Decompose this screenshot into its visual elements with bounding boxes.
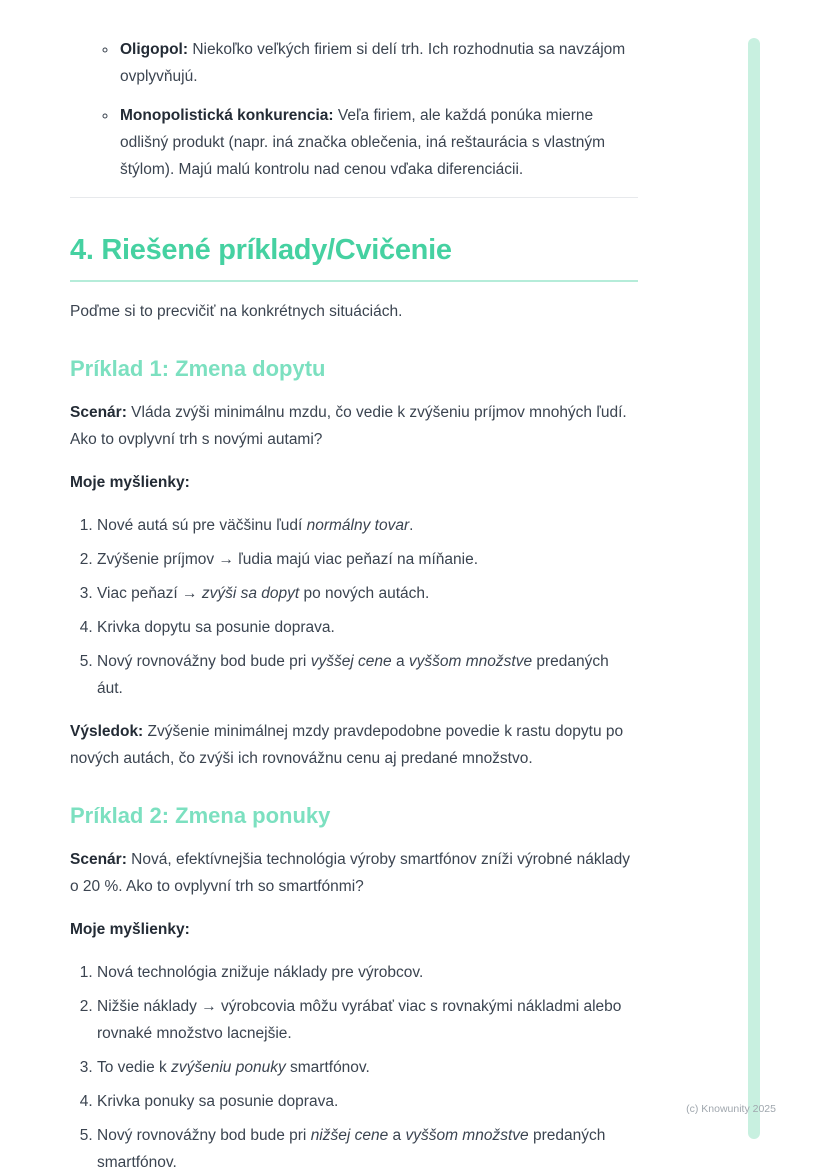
list-item	[118, 102, 638, 183]
text-segment: predaných áut.	[97, 653, 609, 697]
example2-title: Príklad 2: Zmena ponuky	[70, 803, 331, 828]
list-item	[97, 580, 638, 607]
text-segment: Viac peňazí →	[97, 585, 202, 602]
list-item	[97, 1054, 638, 1081]
bold-text: Výsledok:	[70, 723, 144, 740]
list-item	[118, 36, 638, 90]
text-segment: Zvýšenie minimálnej mzdy pravdepodobne povedie k rastu dopytu po nových autách, čo zvýši ich rovnovážnu cenu aj predané množstvo.	[70, 723, 624, 767]
italic-text: vyššej cene	[310, 653, 392, 670]
text-segment: Vláda zvýši minimálnu mzdu, čo vedie k zvýšeniu príjmov mnohých ľudí. Ako to ovplyvní trh s novými autami?	[70, 404, 627, 448]
text-segment: Veľa firiem, ale každá ponúka mierne odlišný produkt (napr. iná značka oblečenia, iná reštaurácia s vlastným štýlom). Majú malú kontrolu nad cenou vďaka diferenciácii.	[120, 107, 606, 178]
right-accent-bar	[748, 38, 760, 1139]
example1-scenario	[70, 399, 638, 453]
list-item	[97, 512, 638, 539]
list-item	[97, 993, 638, 1047]
example2-steps	[70, 959, 638, 1171]
bold-text: Scenár:	[70, 404, 127, 421]
list-item	[97, 648, 638, 702]
market-types-list	[70, 36, 638, 183]
text-segment: Krivka dopytu sa posunie doprava.	[97, 619, 335, 636]
section-divider	[70, 197, 638, 198]
italic-text: normálny tovar	[306, 517, 410, 534]
text-segment: Niekoľko veľkých firiem si delí trh. Ich rozhodnutia sa navzájom ovplyvňujú.	[120, 41, 626, 85]
text-segment: smartfónov.	[285, 1059, 370, 1076]
text-segment: Krivka ponuky sa posunie doprava.	[97, 1093, 339, 1110]
bold-text: Oligopol:	[120, 41, 189, 58]
example2-thoughts-label: Moje myšlienky:	[70, 921, 190, 938]
list-item	[97, 546, 638, 573]
example1-steps	[70, 512, 638, 702]
italic-text: nižšej cene	[310, 1127, 389, 1144]
document-content	[70, 36, 638, 1171]
section-title: 4. Riešené príklady/Cvičenie	[70, 232, 638, 282]
italic-text: vyššom množstve	[405, 1127, 529, 1144]
list-item	[97, 959, 638, 986]
text-segment: Nové autá sú pre väčšinu ľudí	[97, 517, 307, 534]
bold-text: Scenár:	[70, 851, 127, 868]
list-item	[97, 614, 638, 641]
italic-text: zvýšeniu ponuky	[171, 1059, 286, 1076]
list-item	[97, 1088, 638, 1115]
example1-result	[70, 718, 638, 772]
example2-scenario	[70, 846, 638, 900]
text-segment: Nová technológia znižuje náklady pre výrobcov.	[97, 964, 424, 981]
text-segment: To vedie k	[97, 1059, 172, 1076]
text-segment: Zvýšenie príjmov → ľudia majú viac peňazí na míňanie.	[97, 551, 478, 568]
text-segment: a	[388, 1127, 406, 1144]
italic-text: zvýši sa dopyt	[201, 585, 300, 602]
text-segment: .	[409, 517, 414, 534]
text-segment: Nový rovnovážny bod bude pri	[97, 1127, 311, 1144]
copyright-footer: (c) Knowunity 2025	[686, 1103, 776, 1115]
list-item	[97, 1122, 638, 1171]
bold-text: Monopolistická konkurencia:	[120, 107, 334, 124]
text-segment: Nižšie náklady → výrobcovia môžu vyrábať viac s rovnakými nákladmi alebo rovnaké množstvo lacnejšie.	[97, 998, 622, 1042]
text-segment: Nová, efektívnejšia technológia výroby smartfónov zníži výrobné náklady o 20 %. Ako to ovplyvní trh so smartfónmi?	[70, 851, 631, 895]
text-segment: a	[391, 653, 409, 670]
text-segment: predaných smartfónov.	[97, 1127, 606, 1171]
example1-title: Príklad 1: Zmena dopytu	[70, 356, 326, 381]
text-segment: po nových autách.	[299, 585, 430, 602]
example1-thoughts-label: Moje myšlienky:	[70, 474, 190, 491]
italic-text: vyššom množstve	[408, 653, 533, 670]
text-segment: Nový rovnovážny bod bude pri	[97, 653, 311, 670]
section-intro: Poďme si to precvičiť na konkrétnych situáciách.	[70, 303, 403, 320]
